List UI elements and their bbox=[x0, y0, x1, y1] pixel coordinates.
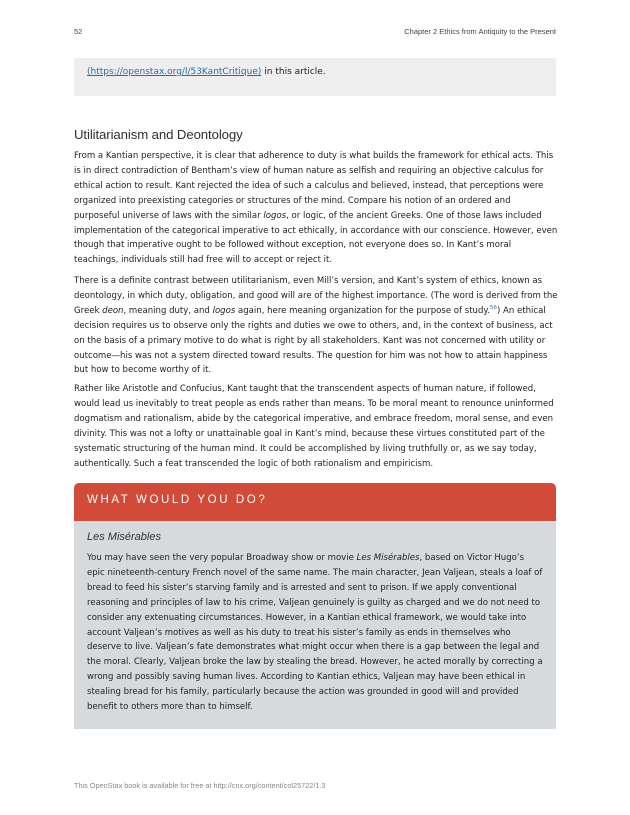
paragraph-3 bbox=[74, 382, 558, 471]
text-run: , based on Victor Hugo’s epic nineteenth-century French novel of the same name. The main character, Jean Valjean, steals a loaf of bread to feed his sister’s starving family and is arrested and sent to prison. If we apply conventional reasoning and principles of law to his crime, Valjean genuinely is guilty as charged and we do not need to consider any extenuating circumstances. However, in a Kantian ethical framework, we would take into account Valjean’s motives as well as his duty to treat his sister’s family as ends in themselves who deserve to live. Valjean’s fate demonstrates what might occur when there is a gap between the legal and the moral. Clearly, Valjean broke the law by stealing the bread. However, he acted morally by correcting a wrong and possibly saving human lives. According to Kantian ethics, Valjean may have been ethical in stealing bread for his family, particularly because the action was grounded in good will and provided benefit to others more than to himself. bbox=[87, 553, 543, 713]
text-run: , meaning duty, and bbox=[123, 305, 213, 316]
chapter-title: Chapter 2 Ethics from Antiquity to the Present bbox=[404, 27, 556, 36]
section-title: Utilitarianism and Deontology bbox=[74, 127, 243, 142]
text-run: ) An ethical decision requires us to observe only the rights and duties we owe to others, and, in the context of business, act on the basis of a primary motive to do what is right by all stakeholders. Kant was not concerned with utility or outcome—his was not a system directed toward results. The question for him was not how to attain happiness but how to become worthy of it. bbox=[74, 305, 553, 376]
footer-note: This OpenStax book is available for free at http://cnx.org/content/col25722/1.3 bbox=[74, 781, 326, 790]
text-run: There is a definite contrast between utilitarianism, even Mill’s version, and Kant’s system of ethics, known as deontology, in which duty, obligation, and good will are of the highest importance. (The word is derived from the Greek bbox=[74, 276, 558, 316]
link-box-suffix: in this article. bbox=[261, 67, 326, 77]
page-number: 52 bbox=[74, 27, 83, 36]
italic-term: Les Misérables bbox=[356, 553, 420, 563]
italic-term: logos bbox=[263, 210, 287, 221]
paragraph-2 bbox=[74, 274, 558, 378]
feature-box bbox=[74, 521, 556, 729]
text-run: You may have seen the very popular Broadway show or movie bbox=[87, 553, 357, 563]
footnote-ref[interactable]: 56 bbox=[489, 304, 497, 311]
text-run: again, here meaning organization for the purpose of study. bbox=[235, 305, 490, 316]
italic-term: deon bbox=[102, 305, 124, 316]
text-run: , or logic, of the ancient Greeks. One of those laws included implementation of the categorical imperative to act ethically, in accordance with our conscience. However, even though that imperative ought to be followed without exception, not everyone does so. In Kant’s moral teachings, individuals still had free will to accept or reject it. bbox=[74, 210, 558, 266]
italic-term: logos bbox=[212, 305, 236, 316]
text-run: From a Kantian perspective, it is clear that adherence to duty is what builds the framework for ethical acts. This is in direct contradiction of Bentham’s view of human nature as selfish and requiring an objective calculus for ethical action to result. Kant rejected the idea of such a calculus and believed, instead, that perceptions were organized into preexisting categories or structures of the mind. Compare his notion of an ordered and purposeful universe of laws with the similar bbox=[74, 151, 554, 221]
feature-heading: WHAT WOULD YOU DO? bbox=[74, 483, 556, 521]
feature-text bbox=[87, 551, 544, 715]
text-run: Rather like Aristotle and Confucius, Kant taught that the transcendent aspects of human nature, if followed, would lead us inevitably to treat people as ends rather than means. To be moral meant to renounce uninformed dogmatism and rationalism, abide by the categorical imperative, and embrace freedom, moral sense, and even divinity. This was not a lofty or unattainable goal in Kant’s mind, because these virtues constituted part of the systematic structuring of the human mind. It could be accomplished by living truthfully or, as we say today, authentically. Such a feat transcended the logic of both rationalism and empiricism. bbox=[74, 384, 554, 469]
feature-title: Les Misérables bbox=[87, 531, 161, 543]
kant-critique-link[interactable]: (https://openstax.org/l/53KantCritique) bbox=[87, 67, 262, 77]
link-box bbox=[74, 58, 556, 96]
paragraph-1 bbox=[74, 149, 558, 268]
